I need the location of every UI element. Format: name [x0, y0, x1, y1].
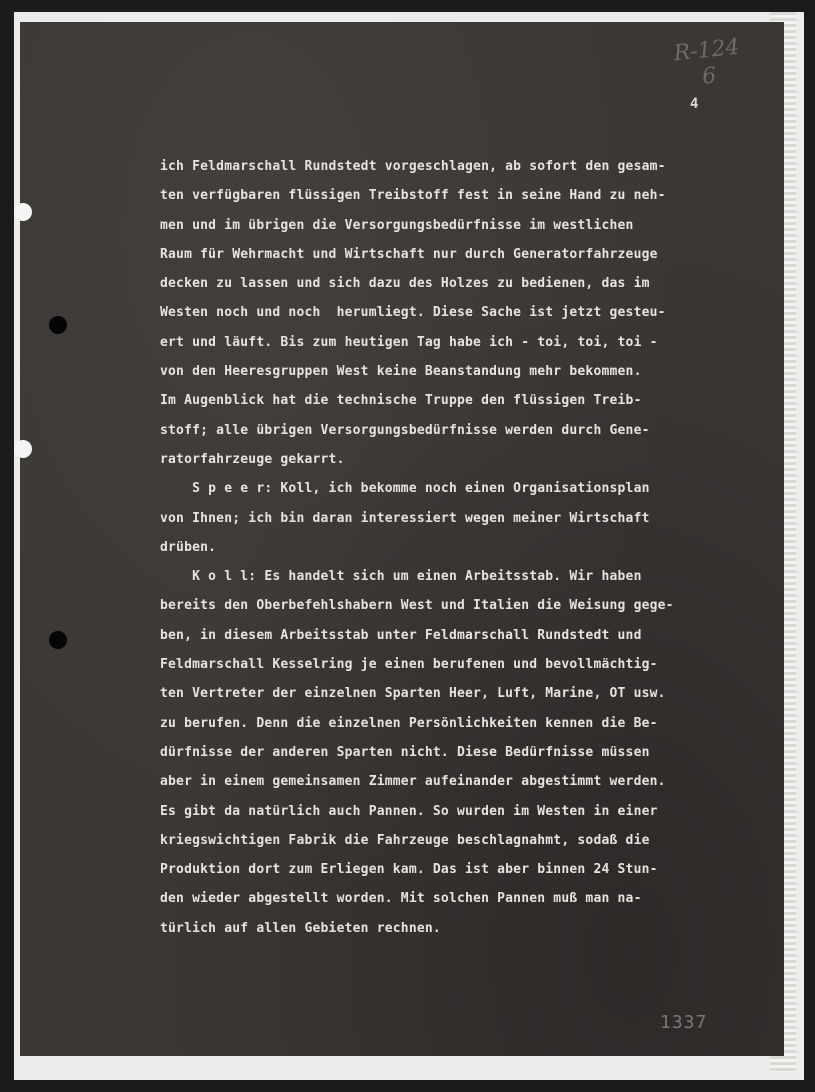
handwritten-ref-code: R-124 [672, 34, 741, 67]
punch-hole [14, 203, 32, 221]
text-line: von Ihnen; ich bin daran interessiert wegen meiner Wirtschaft [160, 510, 650, 526]
typed-text-body [160, 152, 740, 943]
text-line: dürfnisse der anderen Sparten nicht. Diese Bedürfnisse müssen [160, 744, 650, 760]
text-line: decken zu lassen und sich dazu des Holzes zu bedienen, das im [160, 276, 650, 292]
text-line: stoff; alle übrigen Versorgungsbedürfnisse werden durch Gene- [160, 422, 650, 438]
page-number: 4 [690, 96, 699, 112]
text-line: Raum für Wehrmacht und Wirtschaft nur durch Generatorfahrzeuge [160, 246, 658, 262]
text-line: men und im übrigen die Versorgungsbedürfnisse im westlichen [160, 217, 634, 233]
handwritten-reference [666, 34, 751, 94]
text-line: kriegswichtigen Fabrik die Fahrzeuge beschlagnahmt, sodaß die [160, 832, 650, 848]
text-line: aber in einem gemeinsamen Zimmer aufeinander abgestimmt werden. [160, 774, 666, 790]
text-line: Im Augenblick hat die technische Truppe den flüssigen Treib- [160, 393, 642, 409]
text-line: den wieder abgestellt worden. Mit solchen Pannen muß man na- [160, 891, 642, 907]
text-line: Westen noch und noch herumliegt. Diese Sache ist jetzt gesteu- [160, 305, 666, 321]
text-line: bereits den Oberbefehlshabern West und Italien die Weisung gege- [160, 598, 674, 614]
text-line: von den Heeresgruppen West keine Beanstandung mehr bekommen. [160, 364, 642, 380]
archive-stamp-number: 1337 [660, 1012, 708, 1033]
text-line: drüben. [160, 539, 217, 555]
text-line: ert und läuft. Bis zum heutigen Tag habe ich - toi, toi, toi - [160, 334, 658, 350]
text-line: zu berufen. Denn die einzelnen Persönlichkeiten kennen die Be- [160, 715, 658, 731]
punch-hole [14, 440, 32, 458]
handwritten-ref-sub: 6 [701, 63, 718, 90]
text-line: Es gibt da natürlich auch Pannen. So wurden im Westen in einer [160, 803, 658, 819]
text-line: türlich auf allen Gebieten rechnen. [160, 920, 441, 936]
text-line: Feldmarschall Kesselring je einen berufenen und bevollmächtig- [160, 657, 658, 673]
text-line: Produktion dort zum Erliegen kam. Das ist aber binnen 24 Stun- [160, 862, 658, 878]
text-line: S p e e r: Koll, ich bekomme noch einen Organisationsplan [160, 481, 650, 497]
text-line: ich Feldmarschall Rundstedt vorgeschlagen, ab sofort den gesam- [160, 159, 666, 174]
text-line: ten Vertreter der einzelnen Sparten Heer, Luft, Marine, OT usw. [160, 686, 666, 702]
text-line: ten verfügbaren flüssigen Treibstoff fest in seine Hand zu neh- [160, 188, 666, 204]
text-line: K o l l: Es handelt sich um einen Arbeitsstab. Wir haben [160, 569, 642, 585]
punch-hole [49, 631, 67, 649]
text-line: ratorfahrzeuge gekarrt. [160, 451, 345, 467]
text-line: ben, in diesem Arbeitsstab unter Feldmarschall Rundstedt und [160, 627, 642, 643]
punch-hole [49, 316, 67, 334]
